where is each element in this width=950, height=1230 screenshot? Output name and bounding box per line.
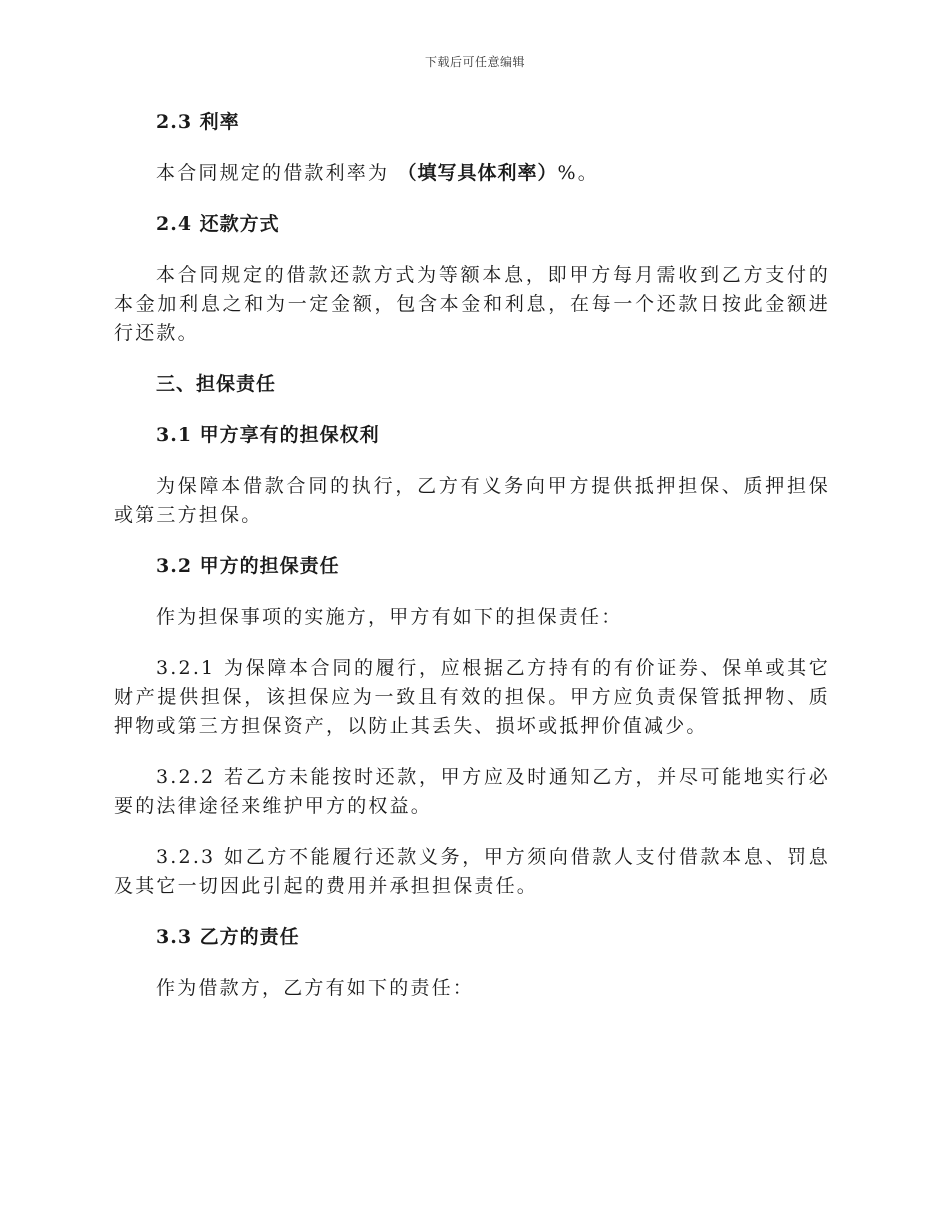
section-2-4-title: 2.4 还款方式 bbox=[156, 213, 280, 235]
document-body bbox=[114, 108, 830, 1003]
section-2-3-title: 2.3 利率 bbox=[156, 111, 240, 133]
section-2-3-text bbox=[114, 159, 830, 188]
section-3-1-title: 3.1 甲方享有的担保权利 bbox=[156, 424, 380, 446]
section-3-3-title: 3.3 乙方的责任 bbox=[156, 926, 300, 948]
section-3-2-text: 作为担保事项的实施方，甲方有如下的担保责任： bbox=[156, 606, 623, 628]
section-3-1-text: 为保障本借款合同的执行，乙方有义务向甲方提供抵押担保、质押担保或第三方担保。 bbox=[114, 475, 830, 526]
interest-rate-unit: %。 bbox=[557, 162, 599, 184]
interest-rate-placeholder: （填写具体利率） bbox=[397, 162, 558, 184]
section-3-title: 三、担保责任 bbox=[156, 373, 277, 395]
interest-rate-text: 本合同规定的借款利率为 bbox=[156, 162, 398, 184]
section-2-4-text: 本合同规定的借款还款方式为等额本息，即甲方每月需收到乙方支付的本金加利息之和为一定金额，包含本金和利息，在每一个还款日按此金额进行还款。 bbox=[114, 264, 830, 344]
header-note: 下载后可任意编辑 bbox=[424, 55, 525, 69]
section-3-2-1-text: 3.2.1 为保障本合同的履行，应根据乙方持有的有价证券、保单或其它财产提供担保，该担保应为一致且有效的担保。甲方应负责保管抵押物、质押物或第三方担保资产，以防止其丢失、损坏或抵押价值减少。 bbox=[114, 657, 830, 737]
section-3-2-title: 3.2 甲方的担保责任 bbox=[156, 555, 340, 577]
section-3-3-text: 作为借款方，乙方有如下的责任： bbox=[156, 977, 475, 999]
section-3-2-2-text: 3.2.2 若乙方未能按时还款，甲方应及时通知乙方，并尽可能地实行必要的法律途径来维护甲方的权益。 bbox=[114, 766, 830, 817]
section-3-2-3-text: 3.2.3 如乙方不能履行还款义务，甲方须向借款人支付借款本息、罚息及其它一切因此引起的费用并承担担保责任。 bbox=[114, 846, 830, 897]
